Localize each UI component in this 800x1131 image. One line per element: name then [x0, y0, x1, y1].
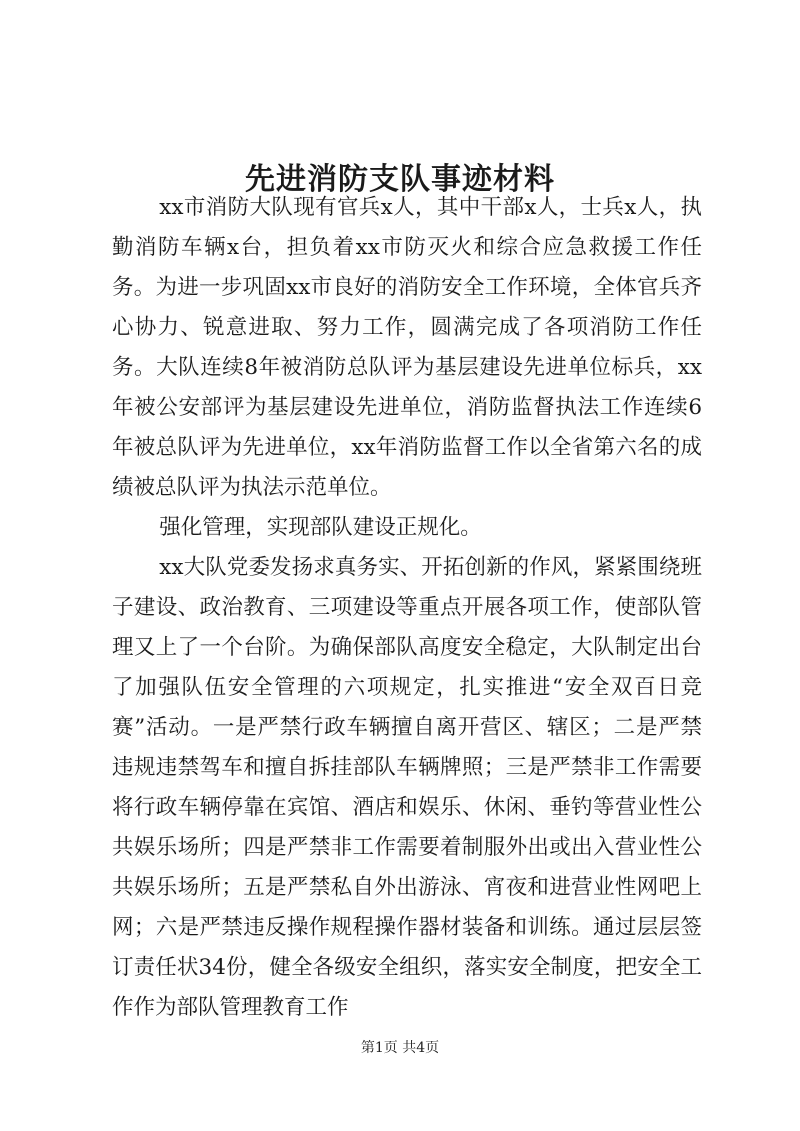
page-footer: 第1页 共4页 — [360, 1040, 440, 1056]
paragraph-intro: xx市消防大队现有官兵x人，其中干部x人，士兵x人，执勤消防车辆x台，担负着xx市防灭火和综合应急救援工作任务。为进一步巩固xx市良好的消防安全工作环境，全体官兵齐心协力、锐意进取、努力工作，圆满完成了各项消防工作任务。大队连续8年被消防总队评为基层建设先进单位标兵，xx年被公安部评为基层建设先进单位，消防监督执法工作连续6年被总队评为先进单位，xx年消防监督工作以全省第六名的成绩被总队评为执法示范单位。 — [112, 195, 702, 500]
document-title: 先进消防支队事迹材料 — [245, 162, 555, 198]
document-body — [112, 188, 702, 1028]
paragraph-heading-management: 强化管理，实现部队建设正规化。 — [159, 515, 482, 540]
paragraph-management-detail: xx大队党委发扬求真务实、开拓创新的作风，紧紧围绕班子建设、政治教育、三项建设等重点开展各项工作，使部队管理又上了一个台阶。为确保部队高度安全稳定，大队制定出台了加强队伍安全管理的六项规定，扎实推进“安全双百日竞赛”活动。一是严禁行政车辆擅自离开营区、辖区；二是严禁违规违禁驾车和擅自拆挂部队车辆牌照；三是严禁非工作需要将行政车辆停靠在宾馆、酒店和娱乐、休闲、垂钓等营业性公共娱乐场所；四是严禁非工作需要着制服外出或出入营业性公共娱乐场所；五是严禁私自外出游泳、宵夜和进营业性网吧上网；六是严禁违反操作规程操作器材装备和训练。通过层层签订责任状34份，健全各级安全组织，落实安全制度，把安全工作作为部队管理教育工作 — [112, 555, 702, 1020]
